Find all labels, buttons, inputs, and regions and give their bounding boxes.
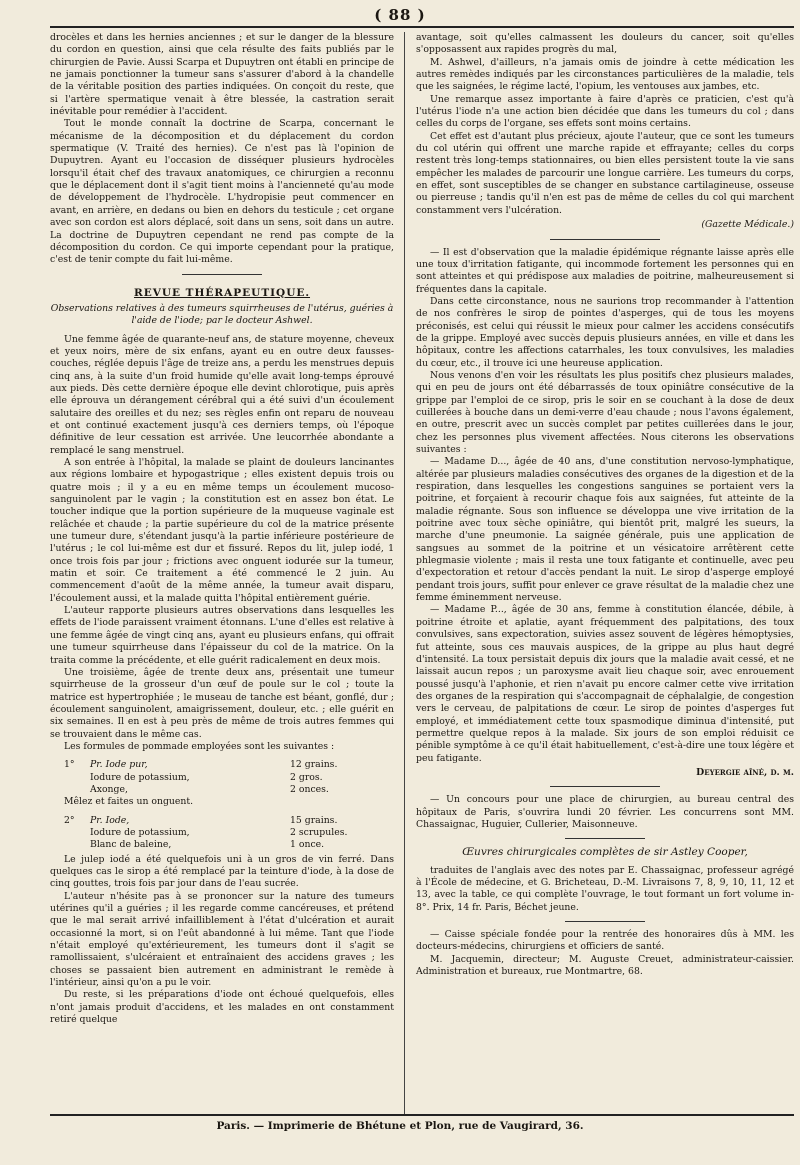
paragraph: Le julep iodé a été quelquefois uni à un gros de vin ferré. Dans quelques cas le sirop a été remplacé par la teinture d'iode, à la dose de cinq gouttes, trois fois par jour dans de l'eau sucrée. — [50, 853, 394, 890]
paragraph: M. Jacquemin, directeur; M. Auguste Creuet, administrateur-caissier. Administration et bureaux, rue Montmartre, 68. — [416, 953, 794, 978]
formula-number — [64, 784, 90, 796]
paragraph: avantage, soit qu'elles calmassent les douleurs du cancer, soit qu'elles s'opposassent aux rapides progrès du mal, — [416, 32, 794, 56]
paragraph: Une remarque assez importante à faire d'après ce praticien, c'est qu'à l'utérus l'iode n'a une action bien décidée que dans les tumeurs du col ; dans celles du corps de l'organe, ses effets sont moins certains. — [416, 93, 794, 130]
source-citation: (Gazette Médicale.) — [701, 219, 794, 231]
formula-quantity: 2 scrupules. — [290, 826, 348, 838]
formula-number: 2° — [64, 814, 75, 826]
separator-rule — [550, 239, 660, 240]
paragraph: Du reste, si les préparations d'iode ont échoué quelquefois, elles n'ont jamais produit d'accidens, et les malades en ont constamment retiré quelque — [50, 989, 394, 1026]
author-signature: Deyergie aîné, d. m. — [696, 766, 794, 778]
paragraph: L'auteur rapporte plusieurs autres observations dans lesquelles les effets de l'iode paraissent vraiment étonnans. L'une d'elles est relative à une femme âgée de vingt cinq ans, ayant eu plusieurs enfans, qui offrait une tumeur squirrheuse dans l'épaisseur du col de la matrice. On la traita comme la précédente, et elle guérit radicalement en deux mois. — [50, 605, 394, 666]
formula-ingredient: Pr. Iode, — [90, 814, 130, 826]
printer-footer: Paris. — Imprimerie de Bhétune et Plon, rue de Vaugirard, 36. — [216, 1120, 584, 1132]
paragraph: Tout le monde connaît la doctrine de Scarpa, concernant le mécanisme de la décomposition et du déplacement du cordon spermatique (V. Traité des hernies). Ce n'est pas là l'opinion de Dupuytren. Ayant eu l'occasion de disséquer plusieurs hydrocèles lorsqu'il était chef des travaux anatomiques, ce chirurgien a reconnu que le déplacement dont il s'agit tient moins à l'ancienneté qu'au mode de développement de l'hydrocèle. L'hydropisie peut commencer en avant, en arrière, en dedans ou bien en dehors du testicule ; cet organe avec son cordon est alors déplacé, soit dans un sens, soit dans un autre. La doctrine de Dupuytren cependant ne rend pas compte de la décomposition du cordon. Ce qui importe cependant pour la pratique, c'est de tenir compte du fait lui-même. — [50, 118, 394, 266]
formula-ingredient: Axonge, — [90, 783, 128, 795]
formula-quantity: 2 onces. — [290, 783, 329, 795]
paragraph: L'auteur n'hésite pas à se prononcer sur la nature des tumeurs utérines qu'il a guéries ; il les regarde comme cancéreuses, et prétend que le mal serait arrivé infailliblement à l'état d'ulcération et aurait occasionné la mort, si on l'eût abandonné à lui même. Tant que l'iode n'était employé qu'extérieurement, les tumeurs dont il s'agit se ramollissaient, s'ulcéraient et entraînaient des accidens graves ; les choses se passaient bien autrement en administrant le remède à l'intérieur, ainsi qu'on a pu le voir. — [50, 890, 394, 989]
formula-quantity: 1 once. — [290, 839, 325, 851]
formula-number — [64, 827, 90, 839]
formula-2 — [64, 815, 394, 852]
column-divider — [404, 32, 405, 1114]
formula-row — [64, 839, 394, 851]
formula-row — [64, 772, 394, 784]
formula-ingredient: Blanc de baleine, — [90, 839, 172, 851]
separator-rule — [565, 838, 645, 839]
left-column — [50, 32, 394, 1026]
formula-note: Mêlez et faites un onguent. — [64, 796, 194, 808]
formula-row — [64, 815, 394, 827]
paragraph: Les formules de pommade employées sont les suivantes : — [64, 740, 335, 752]
formula-row — [64, 784, 394, 796]
bottom-rule — [50, 1114, 794, 1116]
formula-ingredient: Iodure de potassium, — [90, 771, 190, 783]
formula-quantity: 15 grains. — [290, 814, 338, 826]
article-subtitle: Observations relatives à des tumeurs squirrheuses de l'utérus, guéries à l'aide de l'iode; par le docteur Ashwel. — [50, 302, 394, 327]
paragraph: A son entrée à l'hôpital, la malade se plaint de douleurs lancinantes aux régions lombaire et hypogastrique ; elles existent depuis trois ou quatre mois ; il y a eu en même temps un écoulement mucoso-sanguinolent par le vagin ; la constitution est en assez bon état. Le toucher indique que la portion supérieure de la muqueuse vaginale est relâchée et chaude ; la partie supérieure du col de la matrice présente une tumeur dure, s'étendant jusqu'à la partie inférieure postérieure de l'utérus ; le col lui-même est dur et fissuré. Repos du lit, julep iodé, 1 once trois fois par jour ; frictions avec onguent iodurée sur la tumeur, matin et soir. Ce traitement a été commencé le 2 juin. Au commencement d'août de la même année, la tumeur avait disparu, l'écoulement aussi, et la malade quitta l'hôpital entièrement guérie. — [50, 457, 394, 604]
paragraph: Cet effet est d'autant plus précieux, ajoute l'auteur, que ce sont les tumeurs du col utérin qui offrent une marche rapide et effrayante; celles du corps restent très long-temps stationnaires, ou bien elles persistent toute la vie sans empêcher les malades de parcourir une longue carrière. Les tumeurs du corps, en effet, sont susceptibles de se changer en substance cartilagineuse, osseuse ou pierreuse ; tandis qu'il n'en est pas de même de celles du col qui marchent constamment vers l'ulcération. — [416, 130, 794, 216]
paragraph: M. Ashwel, d'ailleurs, n'a jamais omis de joindre à cette médication les autres remèdes indiqués par les circonstances particulières de la maladie, tels que les saignées, le régime lacté, l'opium, les ventouses aux jambes, etc. — [416, 56, 794, 93]
separator-rule — [550, 786, 660, 787]
paragraph: Nous venons d'en voir les résultats les plus positifs chez plusieurs malades, qui en peu de jours ont été débarrassés de toux opiniâtre consécutive de la grippe par l'emploi de ce sirop, pris le soir en se couchant à la dose de deux cuillerées à bouche dans un demi-verre d'eau chaude ; nous l'avons également, en outre, prescrit avec un succès complet par petites cuillerées dans le jour, chez les personnes plus vivement affectées. Nous citerons les observations suivantes : — [416, 369, 794, 455]
book-title: Œuvres chirurgicales complètes de sir Astley Cooper, — [462, 846, 748, 859]
formula-number: 1° — [64, 759, 75, 771]
paragraph: Une femme âgée de quarante-neuf ans, de stature moyenne, cheveux et yeux noirs, mère de six enfans, ayant eu en outre deux fausses-couches, réglée depuis l'âge de treize ans, a perdu les menstrues depuis cinq ans, à la suite d'un froid humide qu'elle avait long-temps éprouvé aux pieds. Dès cette dernière époque elle devint chlorotique, puis après elle éprouva un dérangement cérébral qui a été suivi d'un écoulement salutaire des oreilles et du nez; ses règles enfin ont reparu de nouveau et ont continué exactement jusqu'à ces derniers temps, où l'époque définitive de leur cessation est arrivée. Une leucorrhée abondante a remplacé le sang menstruel. — [50, 333, 394, 456]
paragraph: — Madame D..., âgée de 40 ans, d'une constitution nervoso-lymphatique, altérée par plusieurs maladies consécutives des organes de la digestion et de la respiration, dans lesquelles les congestions sanguines se portaient vers la poitrine, et forçaient à recourir chaque fois aux saignées, fut atteinte de la maladie régnante. Sous son influence se développa une vive irritation de la poitrine avec toux sèche opiniâtre, qui bientôt prit, malgré les sueurs, la marche d'une pneumonie. La saignée générale, puis une application de sangsues au sommet de la poitrine et un vésicatoire arrêtèrent cette phlegmasie violente ; mais il resta une toux fatigante et continuelle, avec peu d'expectoration et retour d'accès pendant la nuit. Le sirop d'asperge employé pendant trois jours, suffit pour enlever ce grave résultat de la maladie chez une femme éminemment nerveuse. — [416, 456, 794, 604]
paragraph: Une troisième, âgée de trente deux ans, présentait une tumeur squirrheuse de la grosseur d'un œuf de poule sur le col ; toute la matrice est hypertrophiée ; le museau de tanche est béant, gonflé, dur ; écoulement sanguinolent, amaigrissement, douleur, etc. ; elle guérit en six semaines. Il en est à peu près de même de trois autres femmes qui se trouvaient dans le même cas. — [50, 666, 394, 740]
paragraph: traduites de l'anglais avec des notes par E. Chassaignac, professeur agrégé à l'École de médecine, et G. Bricheteau, D.-M. Livraisons 7, 8, 9, 10, 11, 12 et 13, avec la table, ce qui complète l'ouvrage, le tout formant un fort volume in-8°. Prix, 14 fr. Paris, Béchet jeune. — [416, 864, 794, 913]
formula-row — [64, 827, 394, 839]
formula-quantity: 2 gros. — [290, 771, 323, 783]
formula-number — [64, 772, 90, 784]
paragraph: — Caisse spéciale fondée pour la rentrée des honoraires dûs à MM. les docteurs-médecins, chirurgiens et officiers de santé. — [416, 929, 794, 953]
right-column — [416, 32, 794, 978]
formula-number — [64, 839, 90, 851]
formula-ingredient: Iodure de potassium, — [90, 826, 190, 838]
paragraph: Dans cette circonstance, nous ne saurions trop recommander à l'attention de nos confrères le sirop de pointes d'asperges, qui de tous les moyens préconisés, est celui qui réussit le mieux pour calmer les accidens consécutifs de la grippe. Employé avec succès depuis plusieurs années, en ville et dans les hôpitaux, contre les affections catarrhales, les toux convulsives, les maladies du cœur, etc., il trouve ici une heureuse application. — [416, 295, 794, 369]
top-rule — [50, 26, 794, 28]
formula-ingredient: Pr. Iode pur, — [90, 759, 148, 771]
formula-row — [64, 759, 394, 771]
paragraph: — Madame P..., âgée de 30 ans, femme à constitution élancée, débile, à poitrine étroite et aplatie, ayant fréquemment des palpitations, des toux convulsives, sans expectoration, suivies assez souvent de légères hémoptysies, fut atteinte, sous ces mauvais auspices, de la grippe au plus haut degré d'intensité. La toux persistait depuis dix jours que la maladie avait cessé, et ne laissait aucun repos ; un paroxysme avait lieu chaque soir, avec enrouement poussé jusqu'à l'aphonie, et rien n'avait pu encore calmer cette vive irritation des organes de la respiration qui s'accompagnait de céphalalgie, de congestion vers le cerveau, de palpitations de cœur. Le sirop de pointes d'asperges fut employé, et immédiatement cette toux spasmodique diminua d'intensité, put permettre quelque repos à la malade. Six jours de son emploi réduisit ce pénible symptôme à ce qu'il était habituellement, c'est-à-dire une toux légère et peu fatigante. — [416, 604, 794, 764]
separator-rule — [182, 274, 262, 275]
page-number: ( 88 ) — [374, 6, 426, 24]
section-heading: REVUE THÉRAPEUTIQUE. — [133, 286, 311, 299]
paragraph: drocèles et dans les hernies anciennes ; et sur le danger de la blessure du cordon en question, ainsi que cela résulte des faits publiés par le chirurgien de Pavie. Aussi Scarpa et Dupuytren ont établi en principe de ne jamais ponctionner la tumeur sans s'assurer d'abord à la chandelle de la véritable position des parties indiquées. On conçoit du reste, que si l'artère spermatique venait à être blessée, la castration serait inévitable pour remédier à l'accident. — [50, 32, 394, 118]
separator-rule — [565, 921, 645, 922]
paragraph: — Un concours pour une place de chirurgien, au bureau central des hôpitaux de Paris, s'ouvrira lundi 20 février. Les concurrens sont MM. Chassaignac, Huguier, Cullerier, Maisonneuve. — [416, 794, 794, 830]
paragraph: — Il est d'observation que la maladie épidémique régnante laisse après elle une toux d'irritation fatigante, qui incommode fortement les personnes qui en sont atteintes et qui prédispose aux maladies de poitrine, malheureusement si fréquentes dans la capitale. — [416, 246, 794, 295]
formula-quantity: 12 grains. — [290, 759, 338, 771]
formula-1 — [64, 759, 394, 808]
